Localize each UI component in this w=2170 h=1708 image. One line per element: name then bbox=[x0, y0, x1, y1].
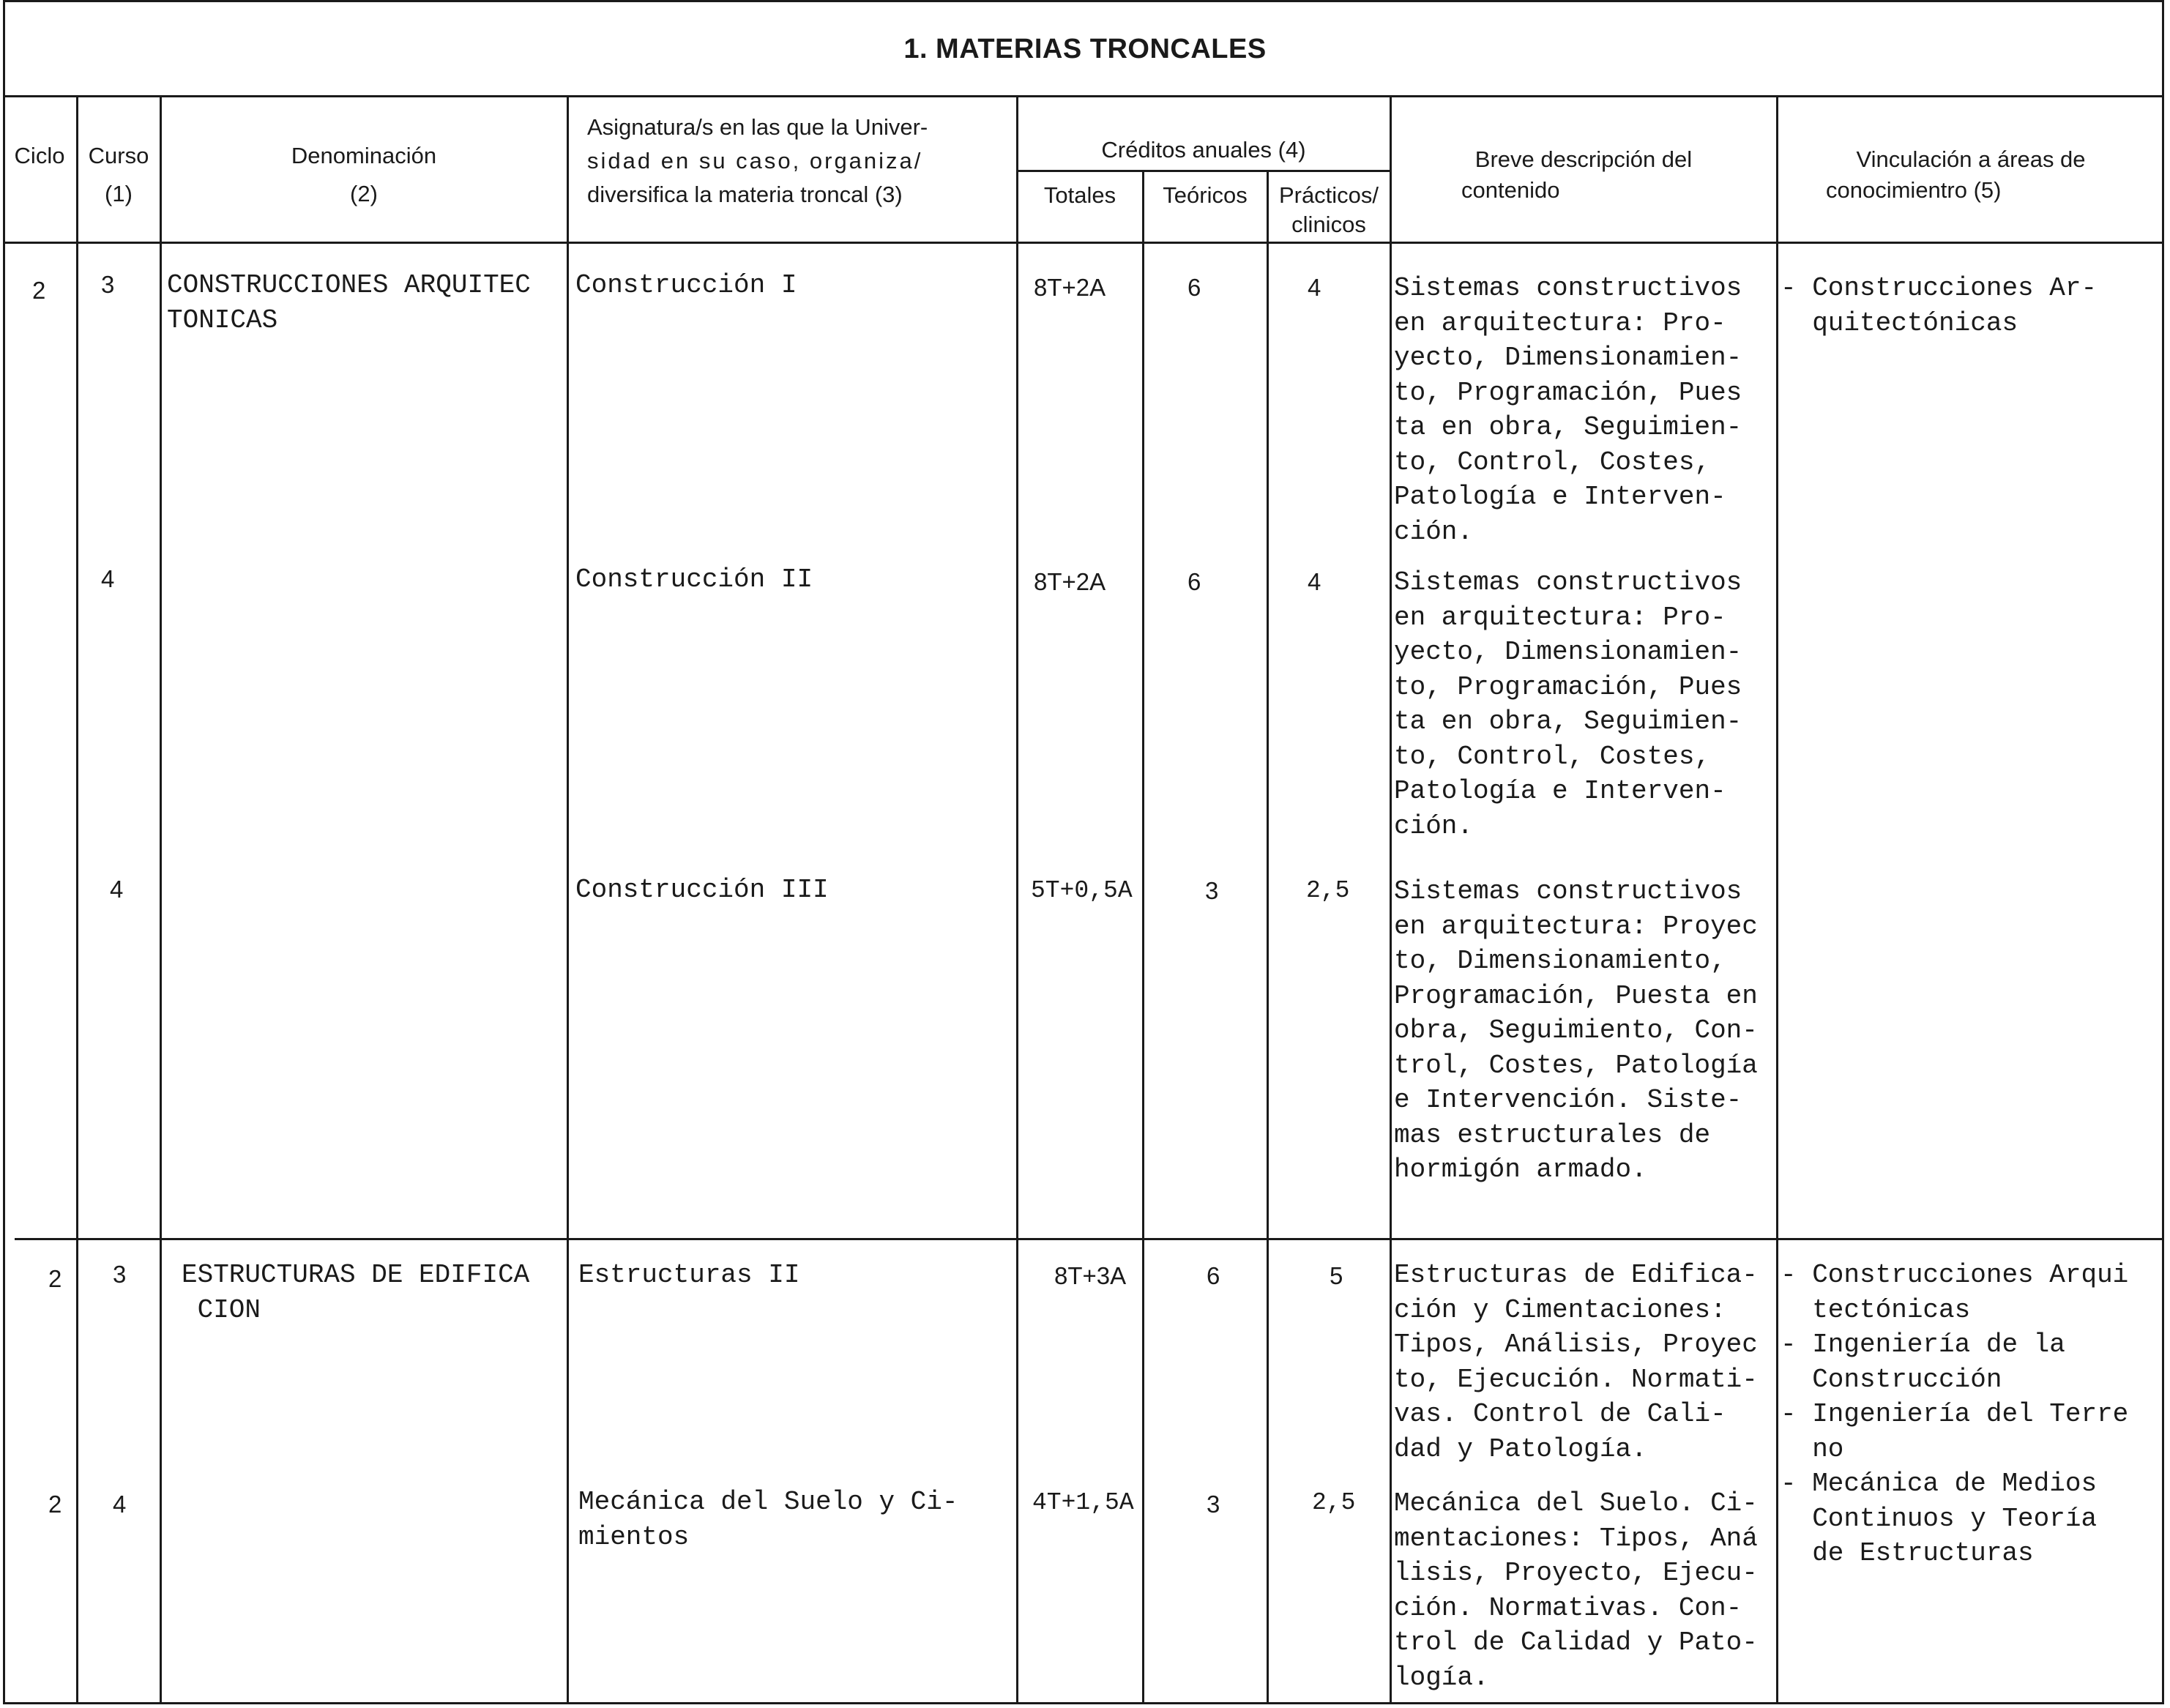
col-rule-curso bbox=[160, 95, 162, 1704]
group-rule bbox=[15, 1238, 2164, 1240]
row4-teoricos: 6 bbox=[1207, 1262, 1220, 1289]
row1-teoricos: 6 bbox=[1187, 274, 1201, 301]
row4-totales: 8T+3A bbox=[1054, 1262, 1127, 1289]
header-practicos-line2: clinicos bbox=[1291, 212, 1366, 237]
row5-ciclo: 2 bbox=[48, 1491, 62, 1518]
row3-descripcion: Sistemas constructivos en arquitectura: Proyec to, Dimensionamiento, Programación, Puesta en obra, Seguimiento, Con- trol, Costes, Patología e Intervención. Siste- mas estructurales de hormigón armado. bbox=[1394, 876, 1758, 1185]
header-asignatura-line1: Asignatura/s en las que la Univer- bbox=[587, 114, 928, 140]
row2-teoricos: 6 bbox=[1187, 568, 1201, 595]
header-vinculacion-line1: Vinculación a áreas de bbox=[1856, 146, 2086, 172]
row1-practicos: 4 bbox=[1308, 274, 1321, 301]
row1-curso: 3 bbox=[101, 271, 115, 298]
row1-descripcion: Sistemas constructivos en arquitectura: Pro- yecto, Dimensionamien- to, Programación, Pues ta en obra, Seguimien- to, Control, Costes, Patología e Interven- ción. bbox=[1394, 273, 1742, 547]
row5-practicos: 2,5 bbox=[1312, 1489, 1356, 1516]
col-rule-denominacion bbox=[567, 95, 569, 1704]
col-rule-descripcion bbox=[1776, 95, 1778, 1704]
row2-descripcion: Sistemas constructivos en arquitectura: Pro- yecto, Dimensionamien- to, Programación, Pues ta en obra, Seguimien- to, Control, Costes, Patología e Interven- ción. bbox=[1394, 567, 1742, 841]
row4-vinculacion: - Construcciones Arqui tectónicas - Ingeniería de la Construcción - Ingeniería del Terre no - Mecánica de Medios Continuos y Teoría de Estructuras bbox=[1781, 1260, 2129, 1568]
row1-denominacion: CONSTRUCCIONES ARQUITEC TONICAS bbox=[167, 270, 531, 335]
row5-curso: 4 bbox=[113, 1491, 127, 1518]
row4-curso: 3 bbox=[113, 1261, 127, 1288]
header-asignatura-line3: diversifica la materia troncal (3) bbox=[587, 182, 903, 207]
row2-curso: 4 bbox=[101, 565, 115, 592]
header-ciclo: Ciclo bbox=[14, 143, 65, 168]
row1-ciclo: 2 bbox=[32, 277, 46, 304]
row2-asignatura: Construcción II bbox=[575, 564, 813, 594]
row2-practicos: 4 bbox=[1308, 568, 1321, 595]
row3-asignatura: Construcción III bbox=[575, 875, 829, 905]
col-rule-ciclo bbox=[76, 95, 78, 1704]
row1-asignatura: Construcción I bbox=[575, 270, 797, 300]
row5-totales: 4T+1,5A bbox=[1032, 1489, 1134, 1516]
row3-practicos: 2,5 bbox=[1306, 877, 1350, 904]
row4-practicos: 5 bbox=[1330, 1262, 1343, 1289]
header-rule bbox=[3, 242, 2164, 244]
header-descripcion-line1: Breve descripción del bbox=[1474, 146, 1693, 172]
header-denominacion: Denominación bbox=[291, 143, 437, 168]
header-teoricos: Teóricos bbox=[1163, 182, 1248, 208]
header-denominacion-note: (2) bbox=[350, 181, 378, 206]
row3-totales: 5T+0,5A bbox=[1031, 877, 1133, 904]
row5-asignatura: Mecánica del Suelo y Ci- mientos bbox=[578, 1487, 958, 1552]
header-totales: Totales bbox=[1043, 182, 1116, 208]
header-asignatura-line2: sidad en su caso, organiza/ bbox=[587, 148, 923, 174]
header-vinculacion-line2: conocimientro (5) bbox=[1826, 177, 2002, 203]
col-rule-totales bbox=[1142, 170, 1144, 1704]
header-practicos-line1: Prácticos/ bbox=[1278, 182, 1379, 208]
row5-teoricos: 3 bbox=[1207, 1491, 1220, 1518]
row3-curso: 4 bbox=[110, 876, 124, 903]
row4-ciclo: 2 bbox=[48, 1265, 62, 1292]
row3-teoricos: 3 bbox=[1205, 877, 1219, 904]
row4-descripcion: Estructuras de Edifica- ción y Cimentaciones: Tipos, Análisis, Proyec to, Ejecución. Normati- vas. Control de Cali- dad y Patología. bbox=[1394, 1260, 1758, 1464]
row4-asignatura: Estructuras II bbox=[578, 1260, 800, 1290]
row1-totales: 8T+2A bbox=[1034, 274, 1106, 301]
header-curso: Curso bbox=[88, 143, 149, 168]
credits-subheader-rule bbox=[1016, 170, 1390, 172]
header-descripcion-line2: contenido bbox=[1461, 177, 1560, 203]
title-rule bbox=[3, 95, 2164, 97]
row1-vinculacion: - Construcciones Ar- quitectónicas bbox=[1781, 273, 2098, 338]
header-curso-note: (1) bbox=[105, 181, 133, 206]
row4-denominacion: ESTRUCTURAS DE EDIFICA CION bbox=[182, 1260, 530, 1325]
col-rule-asignatura bbox=[1016, 95, 1018, 1704]
col-rule-teoricos bbox=[1267, 170, 1269, 1704]
row2-totales: 8T+2A bbox=[1034, 568, 1106, 595]
row5-descripcion: Mecánica del Suelo. Ci- mentaciones: Tipos, Aná lisis, Proyecto, Ejecu- ción. Normativas. Con- trol de Calidad y Pato- logía. bbox=[1394, 1488, 1758, 1693]
page-title: 1. MATERIAS TRONCALES bbox=[903, 34, 1267, 64]
col-rule-practicos bbox=[1390, 95, 1392, 1704]
header-creditos: Créditos anuales (4) bbox=[1101, 137, 1306, 163]
